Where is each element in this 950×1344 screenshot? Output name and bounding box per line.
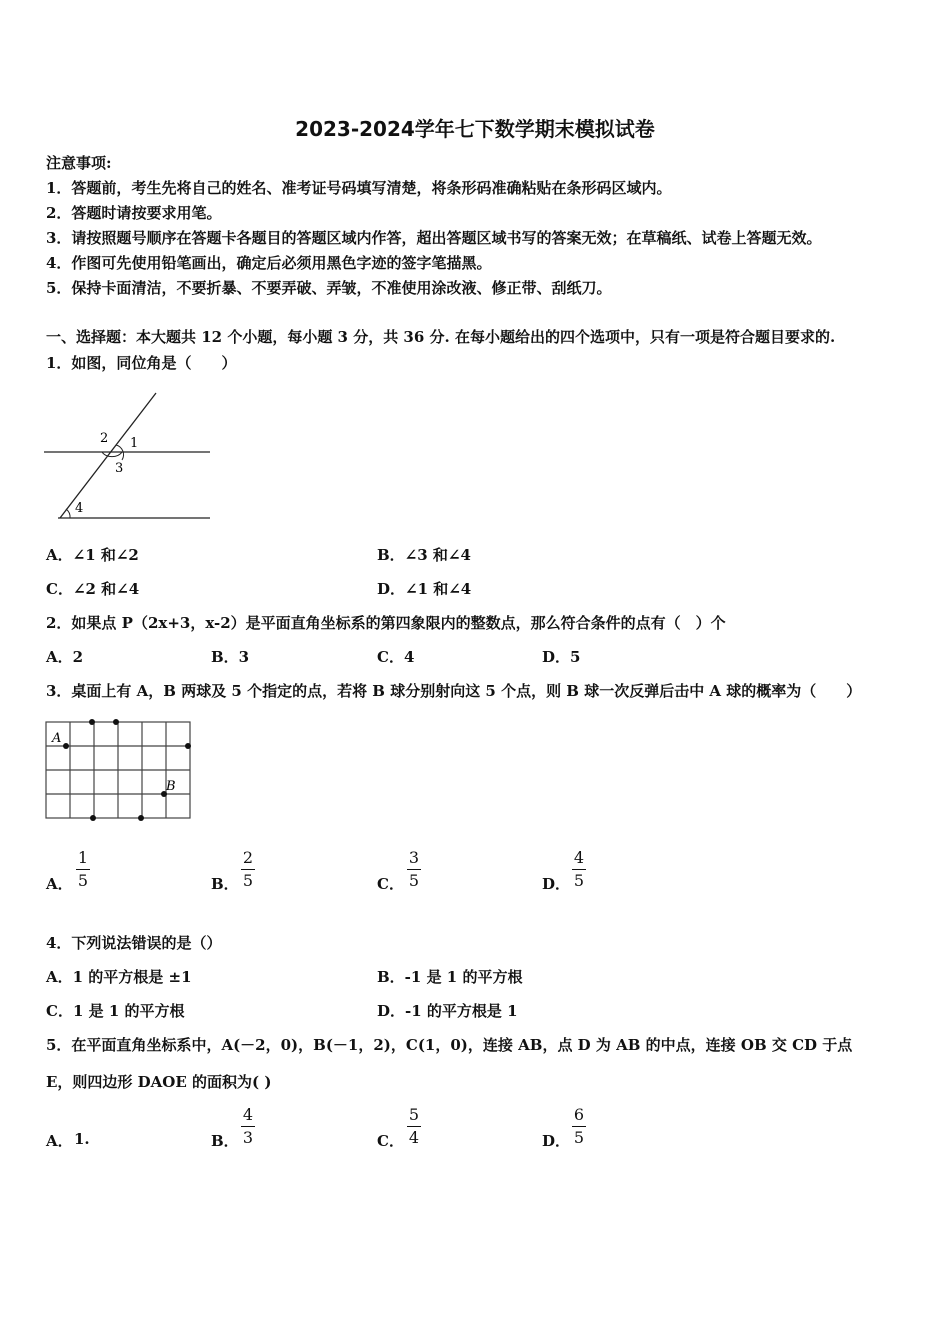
denominator: 5 bbox=[242, 871, 254, 890]
numerator: 6 bbox=[573, 1105, 585, 1124]
angle-arc bbox=[102, 452, 122, 457]
q5-option-b-letter[interactable]: B． bbox=[211, 1132, 239, 1150]
page-title: 2023-2024学年七下数学期末模拟试卷 bbox=[295, 117, 655, 141]
ball-b-label: B bbox=[166, 779, 176, 794]
numerator: 2 bbox=[242, 848, 254, 867]
denominator: 5 bbox=[408, 871, 420, 890]
denominator: 4 bbox=[408, 1128, 420, 1147]
target-point bbox=[89, 719, 95, 725]
angle-label-2: 2 bbox=[100, 431, 109, 446]
transversal-line bbox=[60, 393, 156, 518]
q4-option-a[interactable]: A．1 的平方根是 ±1 bbox=[46, 968, 192, 986]
grid-lines bbox=[46, 722, 190, 818]
denominator: 3 bbox=[242, 1128, 254, 1147]
q4-stem: 4．下列说法错误的是（） bbox=[46, 934, 222, 952]
section-heading: 一、选择题：本大题共 12 个小题，每小题 3 分，共 36 分. 在每小题给出的四个选项中，只有一项是符合题目要求的. bbox=[46, 328, 836, 346]
ball-a-label: A bbox=[52, 731, 62, 746]
q5-option-d-fraction bbox=[572, 1106, 586, 1147]
target-point bbox=[138, 815, 144, 821]
denominator: 5 bbox=[77, 871, 89, 890]
q5-option-c-fraction bbox=[407, 1106, 421, 1147]
q3-option-d-letter[interactable]: D． bbox=[542, 875, 571, 893]
q2-option-d[interactable]: D．5 bbox=[542, 648, 581, 666]
denominator: 5 bbox=[573, 1128, 585, 1147]
q5-stem-line1: 5．在平面直角坐标系中，A(－2，0)，B(－1，2)，C(1，0)，连接 AB，点 D 为 AB 的中点，连接 OB 交 CD 于点 bbox=[46, 1036, 853, 1054]
q4-option-c[interactable]: C．1 是 1 的平方根 bbox=[46, 1002, 185, 1020]
q2-option-b[interactable]: B．3 bbox=[211, 648, 250, 666]
q2-option-a[interactable]: A．2 bbox=[46, 648, 84, 666]
q1-stem: 1．如图，同位角是（ ） bbox=[46, 354, 237, 372]
q3-option-a-letter[interactable]: A． bbox=[46, 875, 73, 893]
q3-option-c-fraction bbox=[407, 849, 421, 890]
q4-option-d[interactable]: D．-1 的平方根是 1 bbox=[377, 1002, 518, 1020]
q4-option-b[interactable]: B．-1 是 1 的平方根 bbox=[377, 968, 523, 986]
q5-option-b-fraction bbox=[241, 1106, 255, 1147]
target-point bbox=[185, 743, 191, 749]
note-item: 2．答题时请按要求用笔。 bbox=[46, 204, 222, 222]
q5-option-c-letter[interactable]: C． bbox=[377, 1132, 404, 1150]
target-point bbox=[90, 815, 96, 821]
q3-option-a-fraction bbox=[76, 849, 90, 890]
q1-option-b[interactable]: B．∠3 和∠4 bbox=[377, 546, 471, 564]
q5-option-a-letter[interactable]: A． bbox=[46, 1132, 73, 1150]
q3-option-b-letter[interactable]: B． bbox=[211, 875, 239, 893]
q1-option-c[interactable]: C．∠2 和∠4 bbox=[46, 580, 140, 598]
q3-stem: 3．桌面上有 A，B 两球及 5 个指定的点，若将 B 球分别射向这 5 个点，则 B 球一次反弹后击中 A 球的概率为（ ） bbox=[46, 682, 862, 700]
q5-option-a-value: 1. bbox=[74, 1130, 90, 1148]
note-item: 3．请按照题号顺序在答题卡各题目的答题区域内作答，超出答题区域书写的答案无效；在草稿纸、试卷上答题无效。 bbox=[46, 229, 822, 247]
q3-option-c-letter[interactable]: C． bbox=[377, 875, 404, 893]
q1-option-d[interactable]: D．∠1 和∠4 bbox=[377, 580, 472, 598]
numerator: 4 bbox=[573, 848, 585, 867]
q1-option-a[interactable]: A．∠1 和∠2 bbox=[46, 546, 139, 564]
q2-option-c[interactable]: C．4 bbox=[377, 648, 415, 666]
q5-stem-line2: E，则四边形 DAOE 的面积为( ) bbox=[46, 1073, 272, 1091]
numerator: 5 bbox=[408, 1105, 420, 1124]
angle-label-1: 1 bbox=[130, 436, 139, 451]
note-item: 4．作图可先使用铅笔画出，确定后必须用黑色字迹的签字笔描黑。 bbox=[46, 254, 492, 272]
denominator: 5 bbox=[573, 871, 585, 890]
q5-option-d-letter[interactable]: D． bbox=[542, 1132, 571, 1150]
note-item: 5．保持卡面清洁，不要折暴、不要弄破、弄皱，不准使用涂改液、修正带、刮纸刀。 bbox=[46, 279, 612, 297]
q2-stem: 2．如果点 P（2x+3，x-2）是平面直角坐标系的第四象限内的整数点，那么符合条件的点有（ ）个 bbox=[46, 614, 726, 632]
ball-a bbox=[63, 743, 69, 749]
q3-option-d-fraction bbox=[572, 849, 586, 890]
numerator: 1 bbox=[77, 848, 89, 867]
target-point bbox=[113, 719, 119, 725]
q3-figure bbox=[44, 716, 196, 826]
angle-label-3: 3 bbox=[115, 461, 124, 476]
q1-figure bbox=[44, 390, 214, 525]
q3-option-b-fraction bbox=[241, 849, 255, 890]
angle-label-4: 4 bbox=[75, 501, 84, 516]
notes-heading: 注意事项: bbox=[46, 154, 112, 172]
numerator: 3 bbox=[408, 848, 420, 867]
note-item: 1．答题前，考生先将自己的姓名、准考证号码填写清楚，将条形码准确粘贴在条形码区域内。 bbox=[46, 179, 672, 197]
numerator: 4 bbox=[242, 1105, 254, 1124]
